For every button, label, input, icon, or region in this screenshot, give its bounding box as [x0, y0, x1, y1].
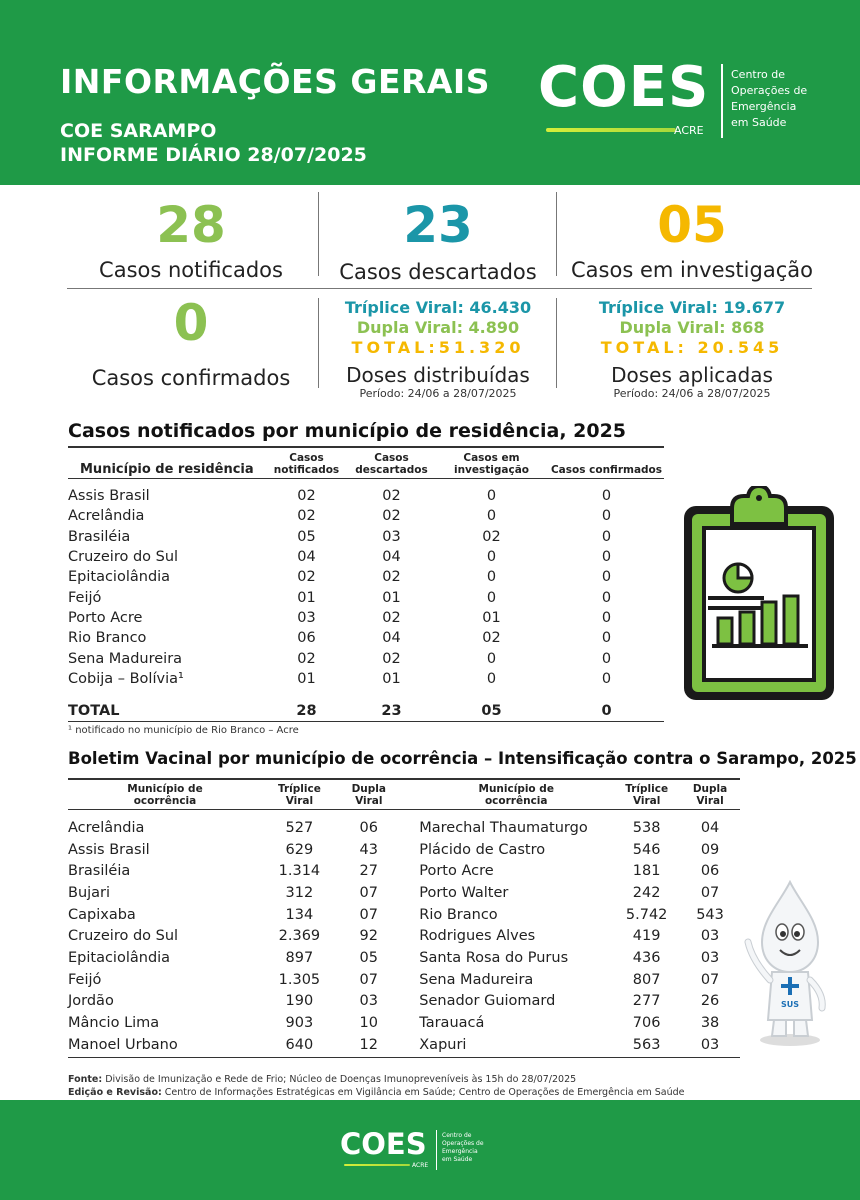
value-cell: 02 [382, 508, 401, 525]
source-note [68, 1074, 576, 1085]
footer-coes-logo [340, 1128, 500, 1178]
value-cell: 0 [601, 528, 612, 545]
value-cell: 277 [632, 993, 661, 1010]
clipboard-chart-icon [680, 486, 838, 704]
value-cell: 01 [382, 589, 401, 606]
table-row [68, 904, 740, 926]
municipio-cell: Sena Madureira [68, 650, 183, 667]
municipio-cell: Manoel Urbano [68, 1036, 178, 1053]
table-row [68, 969, 740, 991]
vaccine-drop-mascot [740, 880, 840, 1048]
apl-triplice: Tríplice Viral: 19.677 [598, 298, 786, 317]
value-cell: 03 [297, 609, 316, 626]
edition-text: Centro de Informações Estratégicas em Vigilância em Saúde; Centro de Operações de Emergência em Saúde [161, 1087, 685, 1098]
value-cell: 807 [632, 971, 661, 988]
value-cell: 07 [359, 906, 378, 923]
total-cell: 28 [264, 701, 349, 721]
municipio-cell: Marechal Thaumaturgo [419, 819, 588, 836]
header-municipio-ocorrencia: Município de ocorrência [478, 783, 554, 807]
value-cell: 03 [382, 528, 401, 545]
dist-period: Período: 24/06 a 28/07/2025 [359, 387, 517, 400]
value-cell: 12 [359, 1036, 378, 1053]
table-row [68, 925, 740, 947]
total-cell: 05 [434, 701, 549, 721]
value-cell: 05 [297, 528, 316, 545]
value-cell: 0 [601, 569, 612, 586]
value-cell: 903 [285, 1015, 314, 1032]
footer-logo-desc-1: Centro de [442, 1132, 472, 1139]
municipio-cell: Porto Walter [419, 884, 509, 901]
value-cell: 05 [359, 949, 378, 966]
header-investigacao: Casos em investigação [453, 452, 530, 476]
vaccine-table [68, 778, 740, 1058]
value-cell: 134 [285, 906, 314, 923]
total-label: TOTAL [68, 701, 264, 721]
table-row [68, 608, 664, 628]
table-row [68, 486, 664, 506]
source-label: Fonte: [68, 1074, 103, 1085]
header-notificados: Casos notificados [273, 452, 340, 476]
municipio-cell: Porto Acre [419, 863, 494, 880]
stat-confirmados [60, 294, 322, 390]
table-row [68, 882, 740, 904]
value-cell: 181 [632, 863, 661, 880]
dist-dupla: Dupla Viral: 4.890 [356, 318, 520, 337]
footer-logo-desc-3: Emergência [442, 1148, 478, 1155]
municipio-cell: Assis Brasil [68, 488, 150, 505]
municipio-cell: Cobija – Bolívia¹ [68, 670, 184, 687]
value-cell: 5.742 [625, 906, 668, 923]
table-row [68, 506, 664, 526]
value-cell: 0 [601, 488, 612, 505]
logo-desc-1: Centro de [731, 68, 785, 81]
value-cell: 0 [486, 508, 497, 525]
value-cell: 26 [700, 993, 720, 1010]
table-row [68, 839, 740, 861]
value-cell: 629 [285, 841, 314, 858]
value-cell: 0 [486, 549, 497, 566]
municipio-cell: Assis Brasil [68, 841, 150, 858]
logo-region: ACRE [674, 124, 704, 137]
municipio-cell: Senador Guiomard [419, 993, 556, 1010]
stats-grid [60, 190, 820, 412]
value-cell: 0 [601, 589, 612, 606]
footer-logo-desc-2: Operações de [442, 1140, 484, 1147]
edition-note [68, 1087, 685, 1098]
value-cell: 538 [632, 819, 661, 836]
value-cell: 563 [632, 1036, 661, 1053]
municipio-cell: Jordão [68, 993, 114, 1010]
value-cell: 543 [696, 906, 724, 923]
municipio-cell: Epitaciolândia [68, 949, 171, 966]
total-cell: 0 [549, 701, 664, 721]
footer-logo-desc-4: em Saúde [442, 1156, 473, 1163]
municipio-cell: Cruzeiro do Sul [68, 928, 179, 945]
cases-table-title: Casos notificados por município de residência, 2025 [68, 420, 627, 442]
municipio-cell: Feijó [68, 589, 102, 606]
header-triplice: Tríplice Viral [625, 783, 669, 807]
value-cell: 03 [359, 993, 378, 1010]
total-cell: 23 [349, 701, 434, 721]
value-cell: 04 [382, 549, 401, 566]
vaccine-table-title: Boletim Vacinal por município de ocorrência – Intensificação contra o Sarampo, 2025 [68, 749, 857, 768]
value-cell: 09 [700, 841, 720, 858]
value-cell: 07 [359, 971, 378, 988]
value-cell: 02 [297, 650, 316, 667]
value-cell: 02 [297, 488, 316, 505]
table-row [68, 1012, 740, 1034]
value-cell: 07 [700, 884, 720, 901]
table-row [68, 991, 740, 1013]
doses-aplicadas [558, 298, 826, 400]
value-cell: 02 [297, 569, 316, 586]
stat-investigacao-label: Casos em investigação [571, 258, 813, 282]
logo-name: COES [538, 55, 710, 120]
table-row [68, 860, 740, 882]
municipio-cell: Tarauacá [419, 1015, 485, 1032]
municipio-cell: Rio Branco [68, 630, 147, 647]
stat-investigacao [558, 196, 826, 282]
municipio-cell: Rio Branco [419, 906, 498, 923]
value-cell: 527 [285, 819, 314, 836]
municipio-cell: Bujari [68, 884, 111, 901]
municipio-cell: Mâncio Lima [68, 1015, 160, 1032]
value-cell: 01 [482, 609, 501, 626]
municipio-cell: Santa Rosa do Purus [419, 949, 569, 966]
table-row [68, 547, 664, 567]
municipio-cell: Xapuri [419, 1036, 467, 1053]
stat-notificados-value: 28 [156, 196, 226, 254]
value-cell: 0 [486, 488, 497, 505]
value-cell: 546 [632, 841, 661, 858]
vaccine-table-header [68, 781, 740, 807]
value-cell: 0 [601, 508, 612, 525]
municipio-cell: Plácido de Castro [419, 841, 546, 858]
value-cell: 03 [700, 949, 720, 966]
value-cell: 02 [382, 650, 401, 667]
value-cell: 27 [359, 863, 378, 880]
total-row [68, 701, 664, 721]
value-cell: 0 [601, 630, 612, 647]
doses-distribuidas [318, 298, 558, 400]
value-cell: 436 [632, 949, 661, 966]
value-cell: 02 [382, 569, 401, 586]
mascot-badge: SUS [780, 1000, 800, 1009]
table-row [68, 669, 664, 689]
value-cell: 02 [297, 508, 316, 525]
value-cell: 06 [700, 863, 720, 880]
stat-descartados [318, 196, 558, 284]
value-cell: 640 [285, 1036, 314, 1053]
header-triplice: Tríplice Viral [277, 783, 321, 807]
value-cell: 04 [297, 549, 316, 566]
value-cell: 38 [700, 1015, 720, 1032]
cases-footnote: ¹ notificado no município de Rio Branco – Acre [68, 725, 299, 736]
dist-triplice: Tríplice Viral: 46.430 [344, 298, 532, 317]
value-cell: 10 [359, 1015, 378, 1032]
dist-label: Doses distribuídas [346, 363, 530, 387]
footer-logo-underline [344, 1164, 410, 1166]
value-cell: 0 [601, 609, 612, 626]
stat-confirmados-label: Casos confirmados [91, 366, 291, 390]
value-cell: 02 [382, 488, 401, 505]
source-text: Divisão de Imunização e Rede de Frio; Núcleo de Doenças Imunopreveníveis às 15h do 28/07/2025 [102, 1074, 577, 1085]
value-cell: 06 [297, 630, 316, 647]
value-cell: 897 [285, 949, 314, 966]
value-cell: 1.314 [278, 863, 321, 880]
table-row [68, 947, 740, 969]
cases-table-header [68, 450, 664, 476]
municipio-cell: Capixaba [68, 906, 136, 923]
value-cell: 02 [482, 528, 501, 545]
municipio-cell: Brasiléia [68, 528, 131, 545]
value-cell: 0 [486, 670, 497, 687]
stat-investigacao-value: 05 [657, 196, 727, 254]
coes-logo [538, 55, 828, 148]
municipio-cell: Rodrigues Alves [419, 928, 536, 945]
municipio-cell: Brasiléia [68, 863, 131, 880]
value-cell: 0 [486, 589, 497, 606]
value-cell: 706 [632, 1015, 661, 1032]
value-cell: 06 [359, 819, 378, 836]
logo-desc-2: Operações de [731, 84, 808, 97]
table-row [68, 567, 664, 587]
value-cell: 0 [601, 670, 612, 687]
cases-table [68, 450, 664, 722]
logo-desc-3: Emergência [731, 100, 797, 113]
municipio-cell: Cruzeiro do Sul [68, 549, 179, 566]
header-banner [0, 0, 860, 185]
cases-table-topline [68, 446, 664, 448]
municipio-cell: Epitaciolândia [68, 569, 171, 586]
report-date: INFORME DIÁRIO 28/07/2025 [60, 144, 367, 166]
logo-divider [721, 64, 723, 138]
value-cell: 0 [486, 650, 497, 667]
header-confirmados: Casos confirmados [550, 464, 663, 476]
stat-confirmados-value: 0 [173, 294, 209, 352]
table-row [68, 648, 664, 668]
footer-logo-name: COES [340, 1127, 427, 1161]
table-row [68, 587, 664, 607]
header-dupla: Dupla Viral [692, 783, 728, 807]
value-cell: 03 [700, 928, 720, 945]
logo-underline [546, 128, 676, 132]
value-cell: 0 [601, 650, 612, 667]
apl-label: Doses aplicadas [611, 363, 773, 387]
apl-period: Período: 24/06 a 28/07/2025 [613, 387, 771, 400]
stat-descartados-label: Casos descartados [339, 260, 537, 284]
edition-label: Edição e Revisão: [68, 1087, 162, 1098]
value-cell: 312 [285, 884, 314, 901]
value-cell: 0 [601, 549, 612, 566]
value-cell: 04 [700, 819, 720, 836]
stats-divider [67, 288, 812, 289]
apl-total: TOTAL: 20.545 [600, 338, 784, 357]
value-cell: 190 [285, 993, 314, 1010]
footer-logo-divider [436, 1130, 437, 1170]
value-cell: 07 [359, 884, 378, 901]
value-cell: 02 [482, 630, 501, 647]
footer-logo-region: ACRE [412, 1162, 429, 1169]
municipio-cell: Porto Acre [68, 609, 143, 626]
value-cell: 01 [297, 589, 316, 606]
stat-notificados-label: Casos notificados [99, 258, 283, 282]
value-cell: 0 [486, 569, 497, 586]
apl-dupla: Dupla Viral: 868 [619, 318, 765, 337]
table-row [68, 527, 664, 547]
footer-banner [0, 1100, 860, 1200]
value-cell: 04 [382, 630, 401, 647]
value-cell: 419 [632, 928, 661, 945]
header-municipio: Município de residência [80, 462, 254, 477]
logo-desc-4: em Saúde [731, 116, 787, 129]
table-row [68, 628, 664, 648]
municipio-cell: Acrelândia [68, 819, 145, 836]
table-row [68, 817, 740, 839]
value-cell: 07 [700, 971, 720, 988]
value-cell: 43 [359, 841, 378, 858]
value-cell: 01 [382, 670, 401, 687]
cases-table-body [68, 478, 664, 721]
vaccine-table-body [68, 809, 740, 1056]
value-cell: 02 [382, 609, 401, 626]
value-cell: 01 [297, 670, 316, 687]
municipio-cell: Acrelândia [68, 508, 145, 525]
value-cell: 92 [359, 928, 378, 945]
header-dupla: Dupla Viral [351, 783, 386, 807]
dist-total: TOTAL:51.320 [351, 338, 525, 357]
municipio-cell: Feijó [68, 971, 102, 988]
municipio-cell: Sena Madureira [419, 971, 534, 988]
header-municipio-ocorrencia: Município de ocorrência [127, 783, 203, 807]
value-cell: 03 [700, 1036, 720, 1053]
header-descartados: Casos descartados [355, 452, 428, 476]
report-subtitle: COE SARAMPO [60, 120, 217, 142]
value-cell: 2.369 [278, 928, 321, 945]
stat-descartados-value: 23 [403, 196, 473, 254]
table-row [68, 1034, 740, 1056]
page-title: INFORMAÇÕES GERAIS [60, 62, 490, 101]
stat-notificados [60, 196, 322, 282]
value-cell: 242 [632, 884, 661, 901]
value-cell: 1.305 [278, 971, 321, 988]
